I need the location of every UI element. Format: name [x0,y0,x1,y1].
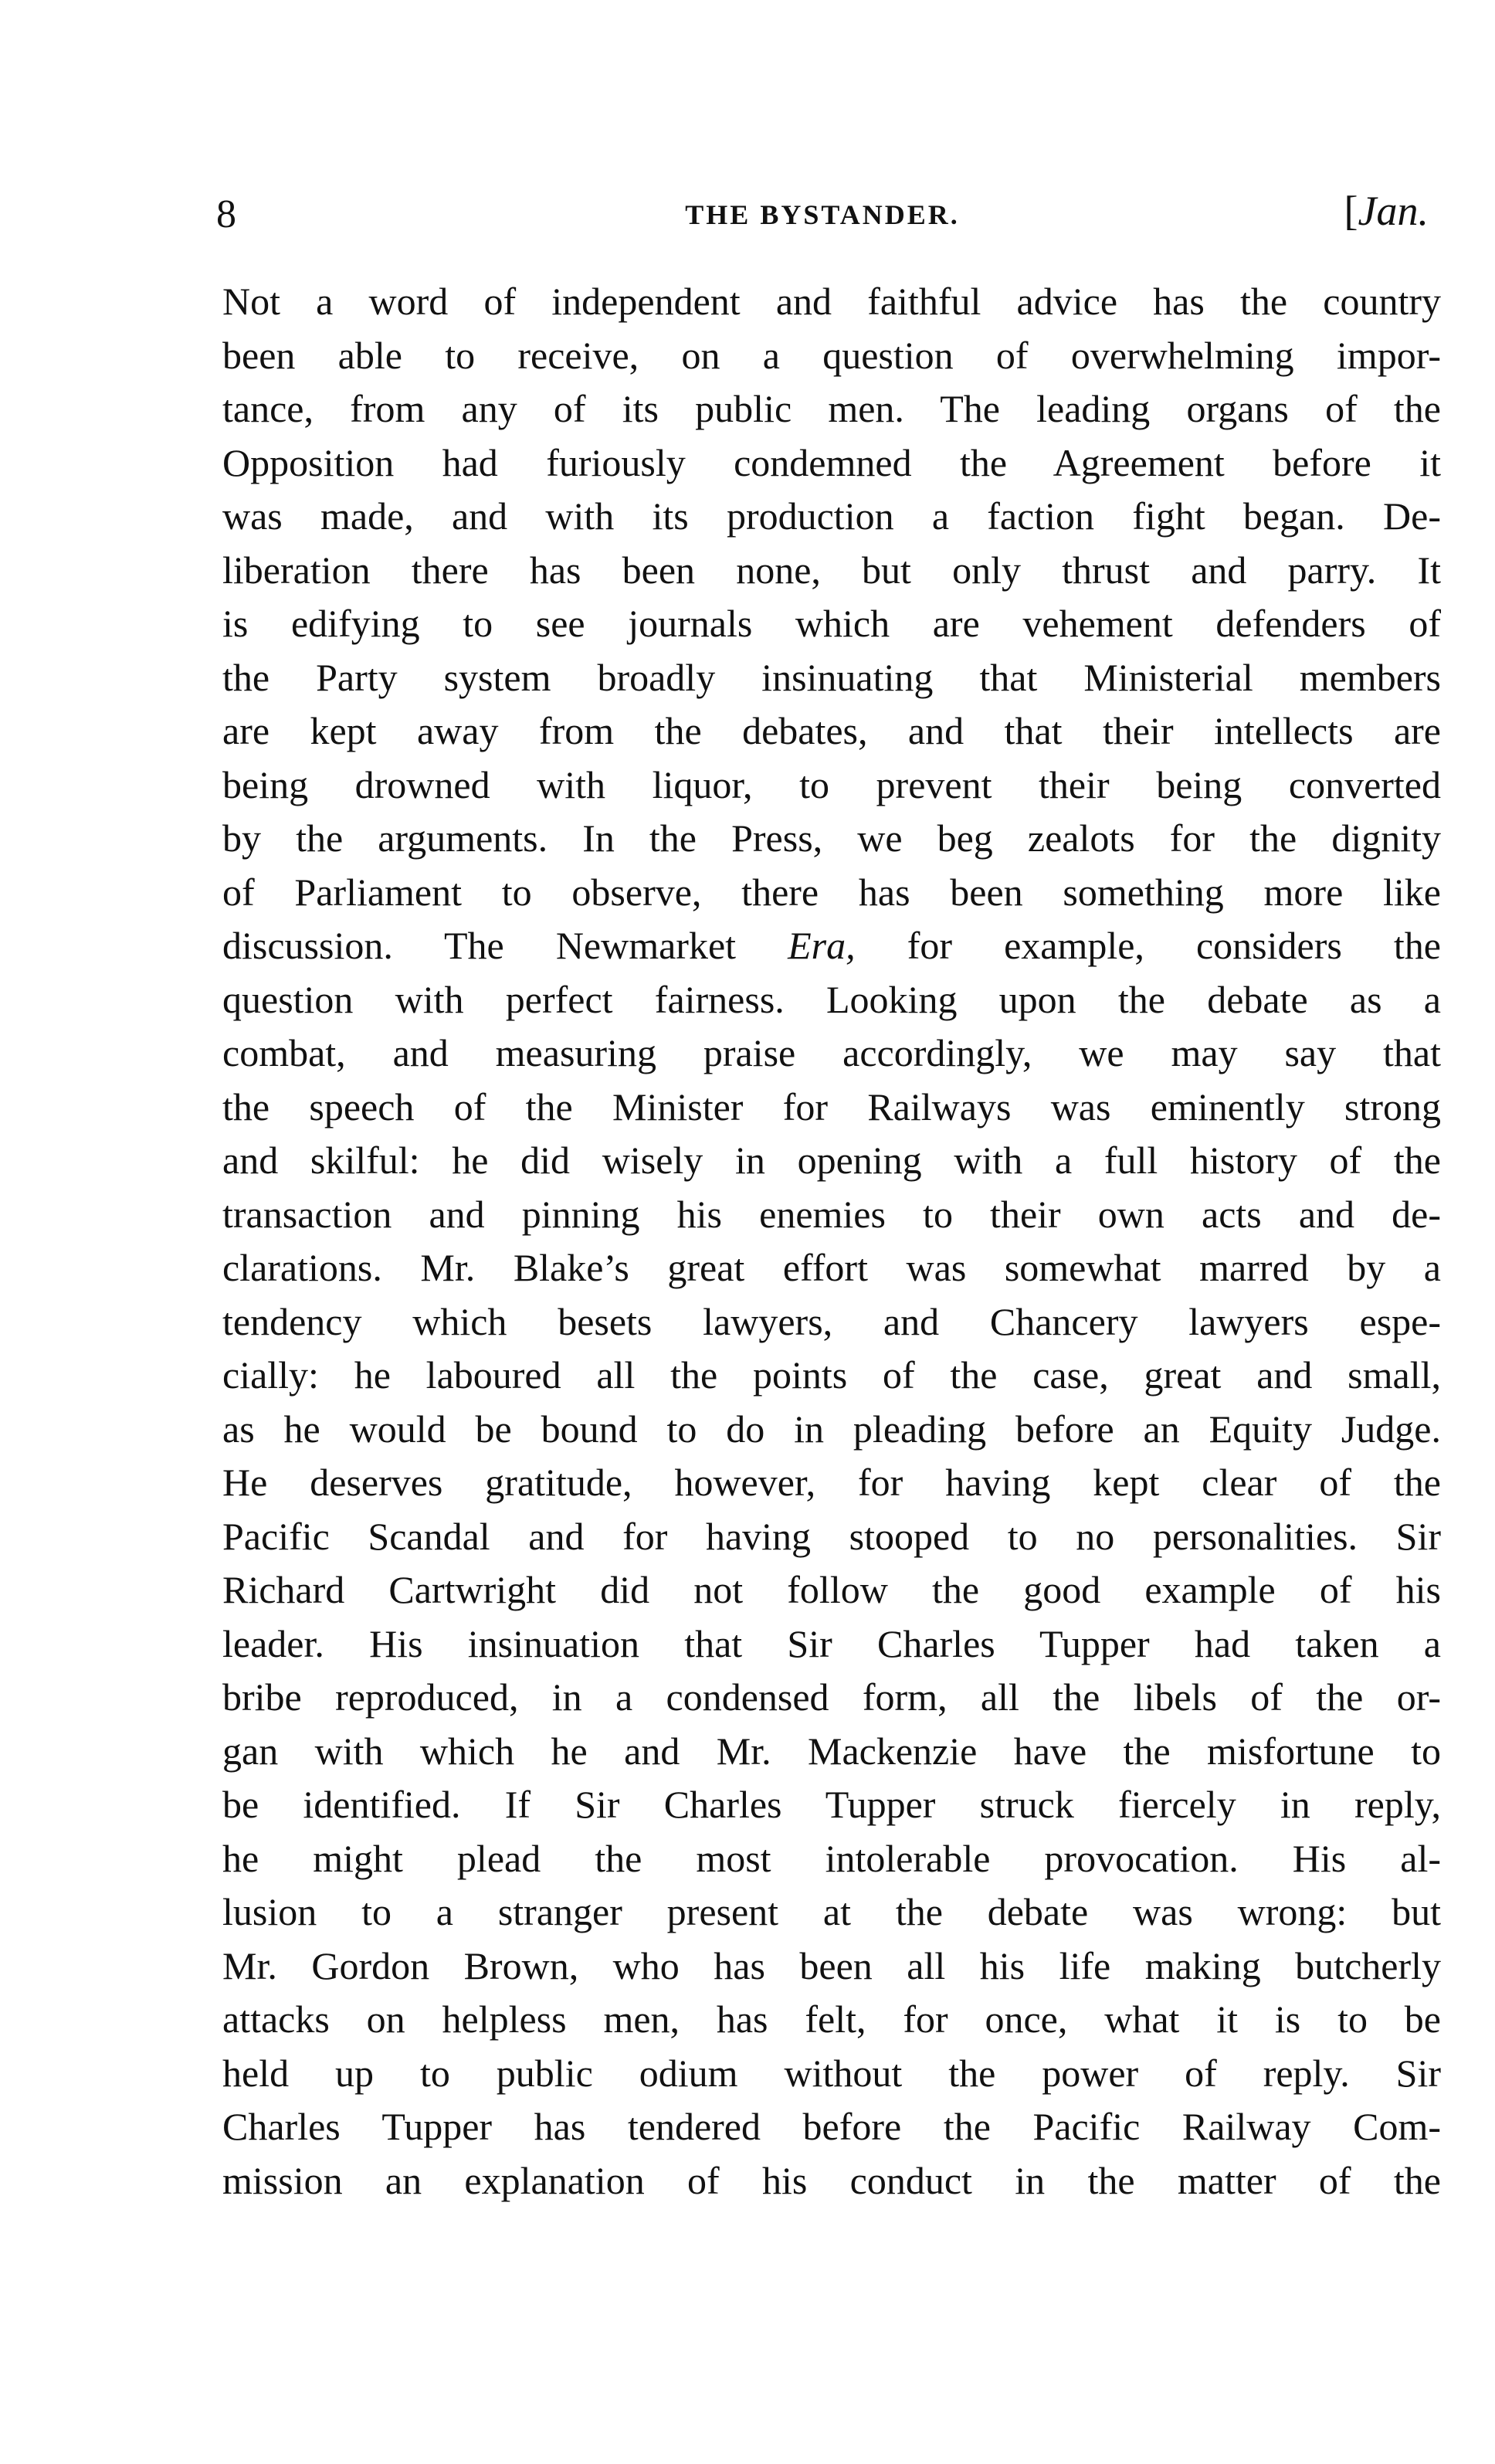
page-number: 8 [216,192,236,236]
text-line: Richard Cartwright did not follow the good example of his [222,1568,1441,1611]
text-line: liberation there has been none, but only thrust and parry. It [222,548,1441,592]
text-line: by the arguments. In the Press, we beg zealots for the dignity [222,816,1441,860]
text-line: gan with which he and Mr. Mackenzie have the misfortune to [222,1729,1441,1773]
text-segment: discussion. The Newmarket [222,924,788,967]
text-line [222,919,1441,973]
text-line: the Party system broadly insinuating that Ministerial members [222,655,1441,699]
text-line: are kept away from the debates, and that their intellects are [222,709,1441,752]
text-line: lusion to a stranger present at the debate was wrong: but [222,1890,1441,1933]
text-line: is edifying to see journals which are vehement defenders of [222,602,1441,645]
text-line: been able to receive, on a question of overwhelming impor- [222,333,1441,377]
text-line: be identified. If Sir Charles Tupper struck fiercely in reply, [222,1783,1441,1826]
month-name: Jan. [1358,188,1429,234]
text-segment: for example, considers the [855,924,1441,967]
text-line: was made, and with its production a faction fight began. De- [222,494,1441,538]
text-line: He deserves gratitude, however, for having kept clear of the [222,1461,1441,1504]
text-line: attacks on helpless men, has felt, for once, what it is to be [222,1997,1441,2041]
text-line: transaction and pinning his enemies to their own acts and de- [222,1192,1441,1236]
text-line: question with perfect fairness. Looking upon the debate as a [222,977,1441,1021]
journal-title: THE BYSTANDER. [685,199,960,230]
text-line: Mr. Gordon Brown, who has been all his life making butcherly [222,1943,1441,1987]
text-line: as he would be bound to do in pleading before an Equity Judge. [222,1407,1441,1451]
italic-newspaper-name: Era, [788,924,856,967]
text-line: held up to public odium without the power of reply. Sir [222,2051,1441,2095]
text-line: cially: he laboured all the points of the case, great and small, [222,1353,1441,1397]
text-line: Not a word of independent and faithful advice has the country [222,280,1441,323]
text-line: being drowned with liquor, to prevent their being converted [222,762,1441,806]
text-line: leader. His insinuation that Sir Charles Tupper had taken a [222,1621,1441,1665]
text-line: he might plead the most intolerable provocation. His al- [222,1836,1441,1880]
text-line: tendency which besets lawyers, and Chancery lawyers espe- [222,1299,1441,1343]
body-text [222,275,1441,2208]
text-line: combat, and measuring praise accordingly, we may say that [222,1031,1441,1074]
text-line: clarations. Mr. Blake’s great effort was somewhat marred by a [222,1246,1441,1289]
text-line: the speech of the Minister for Railways was eminently strong [222,1084,1441,1128]
running-head [216,181,1429,250]
text-line: tance, from any of its public men. The leading organs of the [222,387,1441,430]
month-bracket: [ [1344,188,1358,234]
text-line: mission an explanation of his conduct in the matter of the [222,2158,1441,2202]
text-line: Pacific Scandal and for having stooped to no personalities. Sir [222,1514,1441,1558]
text-line: and skilful: he did wisely in opening with a full history of the [222,1139,1441,1182]
text-line: of Parliament to observe, there has been something more like [222,870,1441,914]
text-line: bribe reproduced, in a condensed form, all the libels of the or- [222,1675,1441,1719]
text-line: Opposition had furiously condemned the Agreement before it [222,440,1441,484]
month-label [1344,187,1429,235]
text-line: Charles Tupper has tendered before the Pacific Railway Com- [222,2105,1441,2148]
